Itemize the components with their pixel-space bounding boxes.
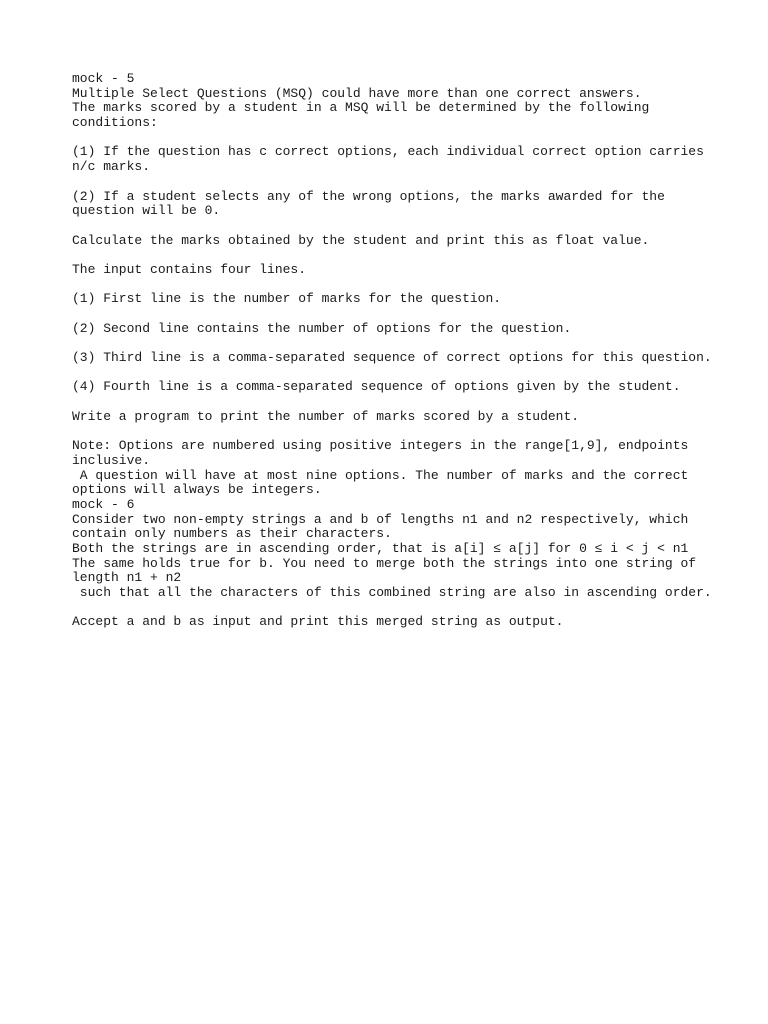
- mock5-condition1-line: n/c marks.: [72, 159, 151, 175]
- mock6-heading: mock - 6: [72, 496, 135, 512]
- mock5-calculate: Calculate the marks obtained by the student and print this as float value.: [72, 232, 650, 248]
- mock6-task: Accept a and b as input and print this merged string as output.: [72, 614, 564, 630]
- mock5-input-line2: (2) Second line contains the number of options for the question.: [72, 320, 572, 336]
- mock5-heading: mock - 5: [72, 71, 135, 86]
- mock6-body-line: such that all the characters of this combined string are also in ascending order.: [72, 585, 712, 601]
- mock6-body-line: The same holds true for b. You need to merge both the strings into one string of: [72, 555, 697, 571]
- mock5-condition2-line: question will be 0.: [72, 203, 221, 219]
- document-page: [72, 71, 712, 630]
- mock6-body-line: Both the strings are in ascending order, that is a[i] ≤ a[j] for 0 ≤ i < j < n1: [72, 541, 689, 556]
- mock5-intro-line: Multiple Select Questions (MSQ) could have more than one correct answers.: [72, 85, 642, 101]
- mock5-condition1-line: (1) If the question has c correct options, each individual correct option carries: [72, 144, 704, 160]
- mock5-intro-line: The marks scored by a student in a MSQ will be determined by the following: [72, 100, 650, 116]
- mock5-note-line: options will always be integers.: [72, 482, 322, 498]
- mock6-body-line: length n1 + n2: [72, 570, 182, 586]
- mock5-input-line1: (1) First line is the number of marks for the question.: [72, 291, 502, 307]
- mock5-note-line: inclusive.: [72, 452, 151, 468]
- mock5-condition2-line: (2) If a student selects any of the wrong options, the marks awarded for the: [72, 188, 665, 204]
- mock5-note-line: Note: Options are numbered using positive integers in the range[1,9], endpoints: [72, 438, 689, 454]
- mock6-body-line: contain only numbers as their characters.: [72, 526, 392, 542]
- mock6-body-line: Consider two non-empty strings a and b of lengths n1 and n2 respectively, which: [72, 511, 689, 527]
- mock5-input-intro: The input contains four lines.: [72, 261, 307, 277]
- mock5-input-line4: (4) Fourth line is a comma-separated sequence of options given by the student.: [72, 379, 681, 395]
- mock5-input-line3: (3) Third line is a comma-separated sequence of correct options for this question.: [72, 350, 712, 366]
- mock5-task: Write a program to print the number of marks scored by a student.: [72, 408, 580, 424]
- mock5-note-line: A question will have at most nine options. The number of marks and the correct: [72, 467, 689, 483]
- mock5-intro-line: conditions:: [72, 115, 158, 131]
